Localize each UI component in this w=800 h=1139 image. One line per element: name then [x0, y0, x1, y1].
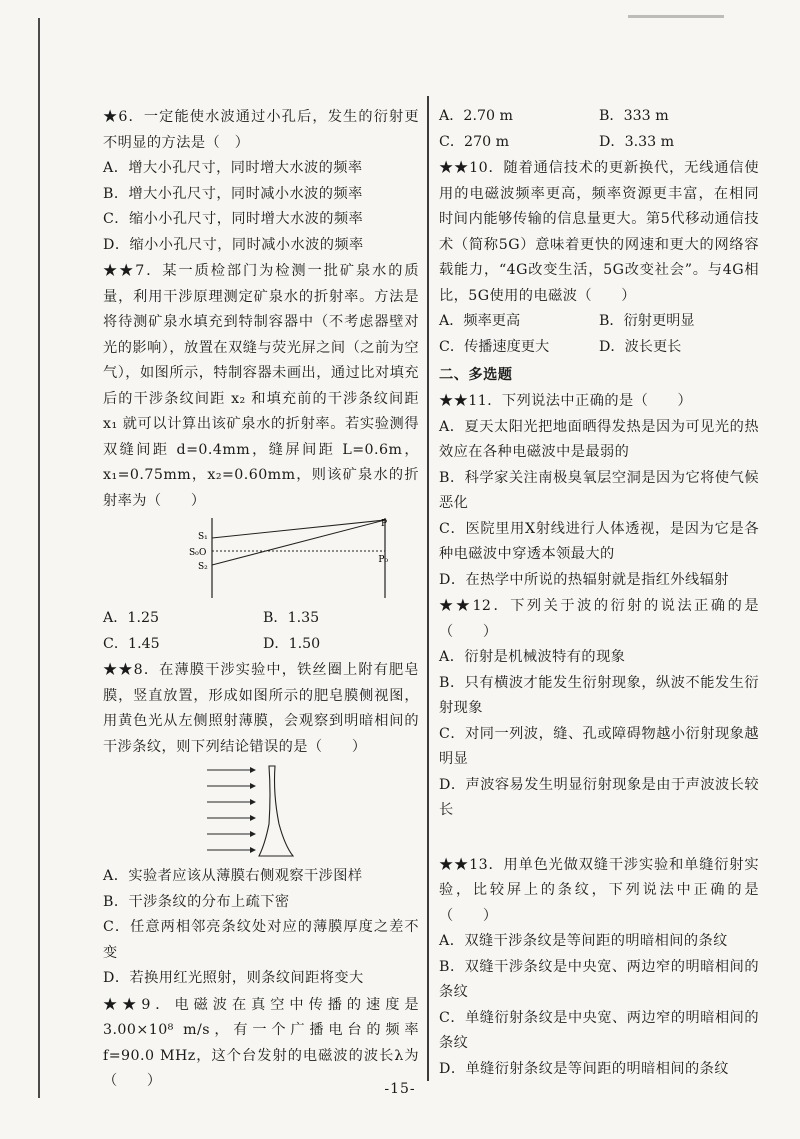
- question-10-options-row-1: [439, 309, 759, 335]
- question-12-option-c: C．对同一列波，缝、孔或障碍物越小衍射现象越明显: [439, 725, 759, 767]
- question-8-option-d: D．若换用红光照射，则条纹间距将变大: [103, 970, 364, 986]
- question-9-stem: ★★9．电磁波在真空中传播的速度是 3.00×10⁸ m/s，有一个广播电台的频率 f=90.0 MHz，这个台发射的电磁波的波长λ为（ ）: [103, 996, 419, 1089]
- question-7-option-b: B．1.35: [263, 610, 320, 626]
- page-number: -15-: [384, 1081, 416, 1097]
- soap-film-figure: [207, 764, 337, 858]
- question-11-option-d: D．在热学中所说的热辐射就是指红外线辐射: [439, 571, 729, 588]
- question-10-option-d: D．波长更长: [599, 338, 682, 355]
- question-10-stem: ★★10．随着通信技术的更新换代，无线通信使用的电磁波频率更高，频率资源更丰富，在相同时间内能够传输的信息量更大。第5代移动通信技术（简称5G）意味着更快的网速和更大的网络容载能力，“4G改变生活，5G改变社会”。与4G相比，5G使用的电磁波（ ）: [439, 160, 759, 304]
- question-gap: [439, 824, 759, 852]
- question-9-option-b: B．333 m: [599, 108, 669, 124]
- question-7-stem: ★★7．某一质检部门为检测一批矿泉水的质量，利用干涉原理测定矿泉水的折射率。方法是将待测矿泉水填充到特制容器中（不考虑器壁对光的影响），放置在双缝与荧光屏之间（之前为空气），如图所示，特制容器未画出，通过比对填充后的干涉条纹间距 x₂ 和填充前的干涉条纹间距 x₁ 就可以计算出该矿泉水的折射率。若实验测得双缝间距 d=0.4mm，缝屏间距 L=0.6m，x₁=0.75mm，x₂=0.60mm，则该矿泉水的折射率为（ ）: [103, 263, 419, 509]
- question-11-option-c: C．医院里用X射线进行人体透视，是因为它是各种电磁波中穿透本领最大的: [439, 520, 759, 562]
- label-o: O: [199, 548, 207, 558]
- right-column: [439, 104, 759, 1082]
- question-7-options-row-2: [103, 632, 419, 658]
- question-8-option-b: B．干涉条纹的分布上疏下密: [103, 893, 290, 910]
- section-title-multiple-choice: 二、多选题: [439, 367, 513, 383]
- question-8-option-a: A．实验者应该从薄膜右侧观察干涉图样: [103, 868, 363, 884]
- incident-light-arrows: [207, 770, 255, 850]
- question-11-stem: ★★11．下列说法中正确的是（ ）: [439, 393, 693, 409]
- label-p: P: [380, 519, 387, 529]
- question-11-option-a: A．夏天太阳光把地面晒得发热是因为可见光的热效应在各种电磁波中是最弱的: [439, 418, 759, 460]
- question-13-option-c: C．单缝衍射条纹是中央宽、两边窄的明暗相间的条纹: [439, 1009, 759, 1051]
- question-6-option-c: C．缩小小孔尺寸，同时增大水波的频率: [103, 211, 364, 227]
- question-10-option-a: A．频率更高: [439, 313, 521, 329]
- column-divider: [427, 96, 429, 1081]
- question-9-options-row-1: [439, 104, 759, 130]
- question-12-option-d: D．声波容易发生明显衍射现象是由于声波波长较长: [439, 776, 759, 818]
- label-p0: P₀: [378, 555, 388, 565]
- question-9-option-c: C．270 m: [439, 133, 510, 150]
- question-10-option-c: C．传播速度更大: [439, 338, 550, 355]
- question-6-stem: ★6．一定能使水波通过小孔后，发生的衍射更不明显的方法是（ ）: [103, 109, 419, 151]
- label-s0: S₀: [189, 548, 199, 558]
- double-slit-figure: [189, 518, 389, 600]
- question-10-option-b: B．衍射更明显: [599, 313, 695, 329]
- question-10-options-row-2: [439, 335, 759, 361]
- question-7-option-d: D．1.50: [263, 635, 321, 652]
- question-13-option-a: A．双缝干涉条纹是等间距的明暗相间的条纹: [439, 933, 728, 949]
- question-6-option-a: A．增大小孔尺寸，同时增大水波的频率: [103, 160, 363, 176]
- question-11-option-b: B．科学家关注南极臭氧层空洞是因为它将使气候恶化: [439, 469, 759, 511]
- binding-edge-line: [38, 18, 40, 1098]
- question-12-option-a: A．衍射是机械波特有的现象: [439, 649, 626, 665]
- question-12-stem: ★★12．下列关于波的衍射的说法正确的是（ ）: [439, 598, 759, 640]
- question-7-option-a: A．1.25: [103, 610, 160, 626]
- question-7-options-row-1: [103, 606, 419, 632]
- question-8-option-c: C．任意两相邻亮条纹处对应的薄膜厚度之差不变: [103, 919, 419, 961]
- question-9-option-a: A．2.70 m: [439, 108, 513, 124]
- label-s2: S₂: [198, 562, 208, 572]
- question-7-option-c: C．1.45: [103, 635, 160, 652]
- question-12-option-b: B．只有横波才能发生衍射现象，纵波不能发生衍射现象: [439, 674, 759, 716]
- question-8-stem: ★★8．在薄膜干涉实验中，铁丝圈上附有肥皂膜，竖直放置，形成如图所示的肥皂膜侧视图，用黄色光从左侧照射薄膜，会观察到明暗相间的干涉条纹，则下列结论错误的是（ ）: [103, 662, 419, 755]
- question-13-stem: ★★13．用单色光做双缝干涉实验和单缝衍射实验，比较屏上的条纹，下列说法中正确的是（ ）: [439, 856, 759, 924]
- left-column: [103, 104, 419, 1095]
- soap-film-shape: [259, 766, 293, 856]
- label-s1: S₁: [198, 532, 208, 542]
- header-scan-mark: [628, 15, 724, 18]
- question-13-option-b: B．双缝干涉条纹是中央宽、两边窄的明暗相间的条纹: [439, 958, 759, 1000]
- question-6-option-b: B．增大小孔尺寸，同时减小水波的频率: [103, 185, 363, 202]
- question-9-option-d: D．3.33 m: [599, 133, 675, 150]
- question-13-option-d: D．单缝衍射条纹是等间距的明暗相间的条纹: [439, 1060, 729, 1077]
- question-6-option-d: D．缩小小孔尺寸，同时减小水波的频率: [103, 236, 364, 253]
- question-9-options-row-2: [439, 130, 759, 156]
